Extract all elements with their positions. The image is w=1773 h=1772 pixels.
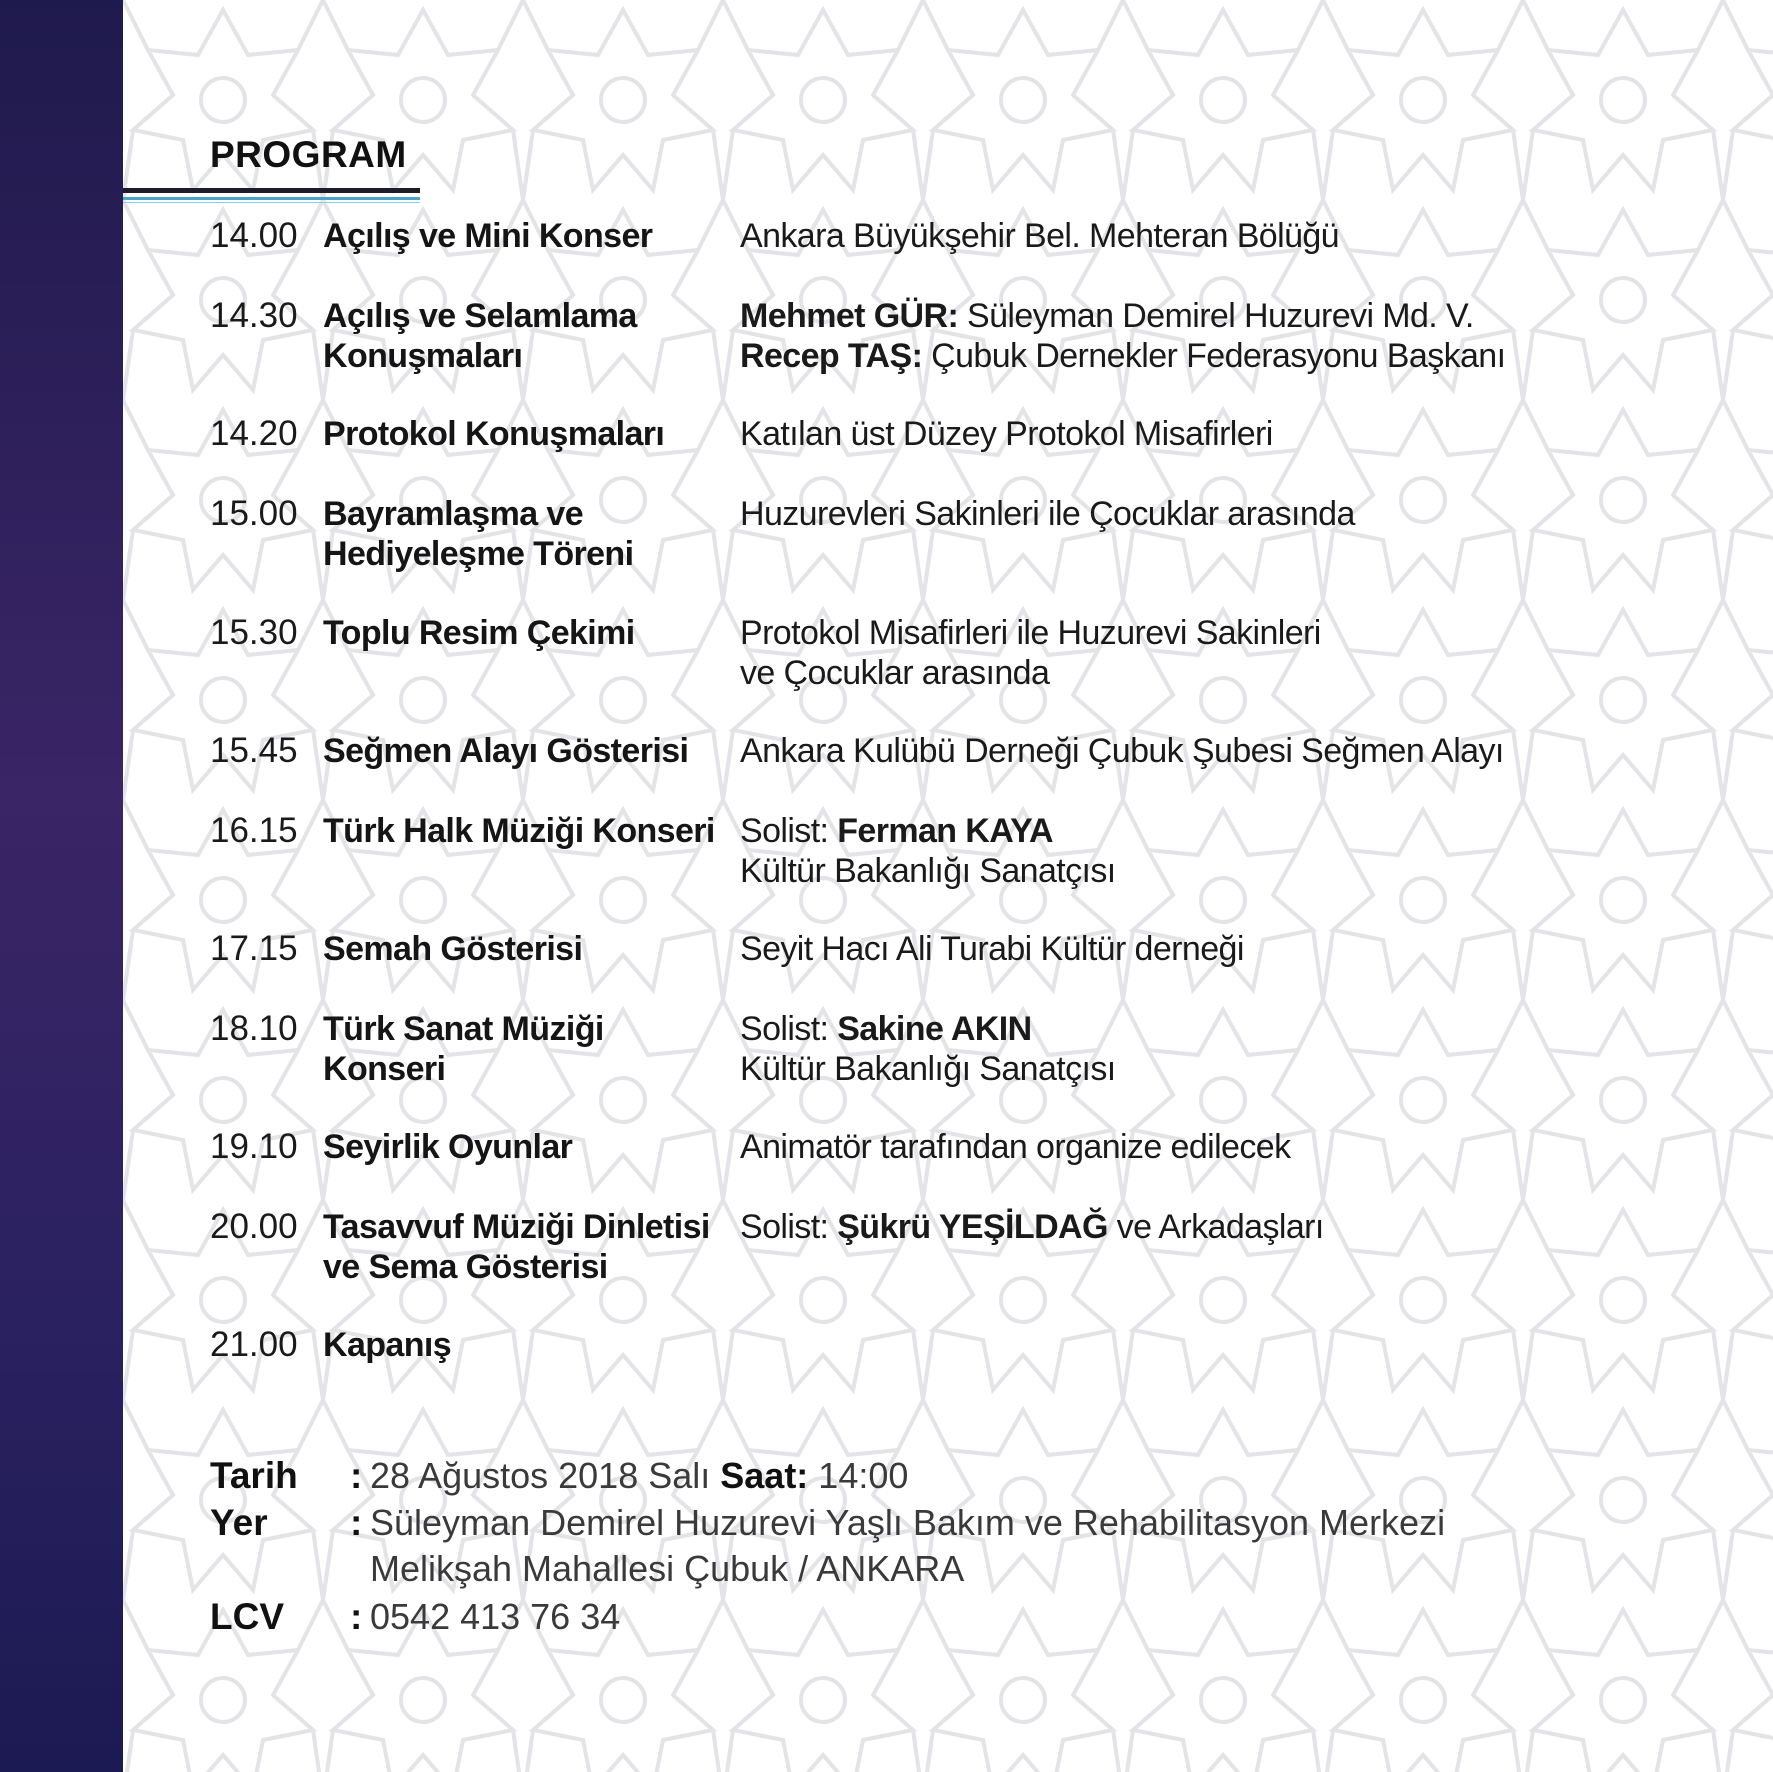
program-title: [323, 414, 718, 454]
program-title-line: Açılış ve Mini Konser: [323, 217, 653, 255]
program-description-text: Katılan üst Düzey Protokol Misafirleri: [740, 415, 1273, 453]
program-description-text: Huzurevleri Sakinleri ile Çocuklar arasında: [740, 495, 1355, 533]
program-title-line: Türk Halk Müziği Konseri: [323, 812, 715, 850]
program-description-name: Şükrü YEŞİLDAĞ: [837, 1208, 1108, 1246]
rsvp-value: 0542 413 76 34: [370, 1596, 621, 1637]
program-description-text: Solist:: [740, 1010, 838, 1048]
program-title: [323, 216, 718, 256]
program-title-line: Konseri: [323, 1050, 446, 1088]
program-description-text: Seyit Hacı Ali Turabi Kültür derneği: [740, 930, 1244, 968]
program-title: [323, 731, 718, 771]
program-time: 21.00: [210, 1325, 298, 1364]
program-description-line: [740, 296, 1750, 336]
program-description-text: Animatör tarafından organize edilecek: [740, 1128, 1291, 1166]
program-time: 17.15: [210, 929, 298, 968]
program-title: [323, 1127, 718, 1167]
program-title-line: Kapanış: [323, 1326, 452, 1364]
program-title: [323, 1325, 718, 1365]
program-title-line: Açılış ve Selamlama: [323, 297, 637, 335]
program-description-text: Ankara Büyükşehir Bel. Mehteran Bölüğü: [740, 217, 1339, 255]
program-description-line: [740, 216, 1750, 256]
program-title-line: Semah Gösterisi: [323, 930, 583, 968]
program-description: [740, 494, 1750, 534]
program-time: 15.00: [210, 494, 298, 533]
program-description-line: [740, 731, 1750, 771]
program-description: [740, 811, 1750, 891]
place-label: Yer: [210, 1502, 268, 1543]
date-value: [370, 1453, 1770, 1499]
program-description-line: [740, 1127, 1750, 1167]
program-title-line: Hediyeleşme Töreni: [323, 535, 634, 573]
program-description-line: [740, 336, 1750, 376]
program-time: 15.30: [210, 613, 298, 652]
program-description-line: [740, 653, 1750, 693]
title-underline: [123, 188, 420, 193]
title-accent-line-thin: [123, 202, 420, 203]
program-description-text: Çubuk Dernekler Federasyonu Başkanı: [922, 337, 1506, 375]
program-description-name: Recep TAŞ:: [740, 337, 923, 375]
time-value: 14:00: [808, 1455, 909, 1496]
program-description-text: Solist:: [740, 1208, 838, 1246]
date-colon: :: [350, 1455, 363, 1496]
program-title-line: Tasavvuf Müziği Dinletisi: [323, 1208, 710, 1246]
program-description-line: [740, 929, 1750, 969]
program-description: [740, 216, 1750, 256]
program-description-text: Ankara Kulübü Derneği Çubuk Şubesi Seğmen Alayı: [740, 732, 1504, 770]
program-title-line: Toplu Resim Çekimi: [323, 614, 635, 652]
program-title: [323, 1009, 718, 1089]
program-title: [323, 296, 718, 376]
place-line-1: Süleyman Demirel Huzurevi Yaşlı Bakım ve Rehabilitasyon Merkezi: [370, 1502, 1446, 1543]
program-title-line: Bayramlaşma ve: [323, 495, 584, 533]
program-title-line: Protokol Konuşmaları: [323, 415, 665, 453]
program-description-line: [740, 613, 1750, 653]
program-time: 14.00: [210, 216, 298, 255]
program-description: [740, 731, 1750, 771]
program-description-text: Protokol Misafirleri ile Huzurevi Sakinleri: [740, 614, 1321, 652]
place-line-2: Melikşah Mahallesi Çubuk / ANKARA: [370, 1548, 965, 1589]
program-description-text: ve Çocuklar arasında: [740, 654, 1050, 692]
program-description-text: Kültür Bakanlığı Sanatçısı: [740, 852, 1116, 890]
rsvp-label: LCV: [210, 1596, 284, 1637]
program-time: 19.10: [210, 1127, 298, 1166]
program-title: [323, 1207, 718, 1287]
program-description: [740, 1009, 1750, 1089]
program-description-line: [740, 494, 1750, 534]
page-title: PROGRAM: [210, 134, 407, 175]
time-label: Saat:: [720, 1455, 809, 1496]
program-description: [740, 929, 1750, 969]
program-description-line: [740, 851, 1750, 891]
program-title-line: Konuşmaları: [323, 337, 523, 375]
program-time: 20.00: [210, 1207, 298, 1246]
program-description: [740, 1207, 1750, 1247]
program-title: [323, 929, 718, 969]
program-time: 14.20: [210, 414, 298, 453]
program-description: [740, 296, 1750, 376]
program-title: [323, 811, 718, 851]
program-title-line: Seyirlik Oyunlar: [323, 1128, 573, 1166]
title-accent-line: [123, 197, 420, 200]
program-description-line: [740, 1009, 1750, 1049]
program-title-line: Seğmen Alayı Gösterisi: [323, 732, 689, 770]
program-description-line: [740, 811, 1750, 851]
program-time: 14.30: [210, 296, 298, 335]
program-title-line: ve Sema Gösterisi: [323, 1248, 608, 1286]
program-description-text: ve Arkadaşları: [1107, 1208, 1324, 1246]
program-description: [740, 414, 1750, 454]
date-text: 28 Ağustos 2018 Salı: [370, 1455, 721, 1496]
program-description-name: Sakine AKIN: [837, 1010, 1032, 1048]
program-time: 18.10: [210, 1009, 298, 1048]
program-description: [740, 613, 1750, 693]
program-description-name: Ferman KAYA: [837, 812, 1053, 850]
program-description-text: Kültür Bakanlığı Sanatçısı: [740, 1050, 1116, 1088]
program-time: 16.15: [210, 811, 298, 850]
program-description-line: [740, 1207, 1750, 1247]
program-description-text: Süleyman Demirel Huzurevi Md. V.: [958, 297, 1474, 335]
program-title-line: Türk Sanat Müziği: [323, 1010, 604, 1048]
rsvp-colon: :: [350, 1596, 363, 1637]
program-description-line: [740, 1049, 1750, 1089]
program-title: [323, 494, 718, 574]
program-time: 15.45: [210, 731, 298, 770]
program-description: [740, 1127, 1750, 1167]
place-colon: :: [350, 1502, 363, 1543]
program-description-text: Solist:: [740, 812, 838, 850]
program-description-name: Mehmet GÜR:: [740, 297, 959, 335]
date-label: Tarih: [210, 1455, 298, 1496]
program-description-line: [740, 414, 1750, 454]
program-title: [323, 613, 718, 653]
